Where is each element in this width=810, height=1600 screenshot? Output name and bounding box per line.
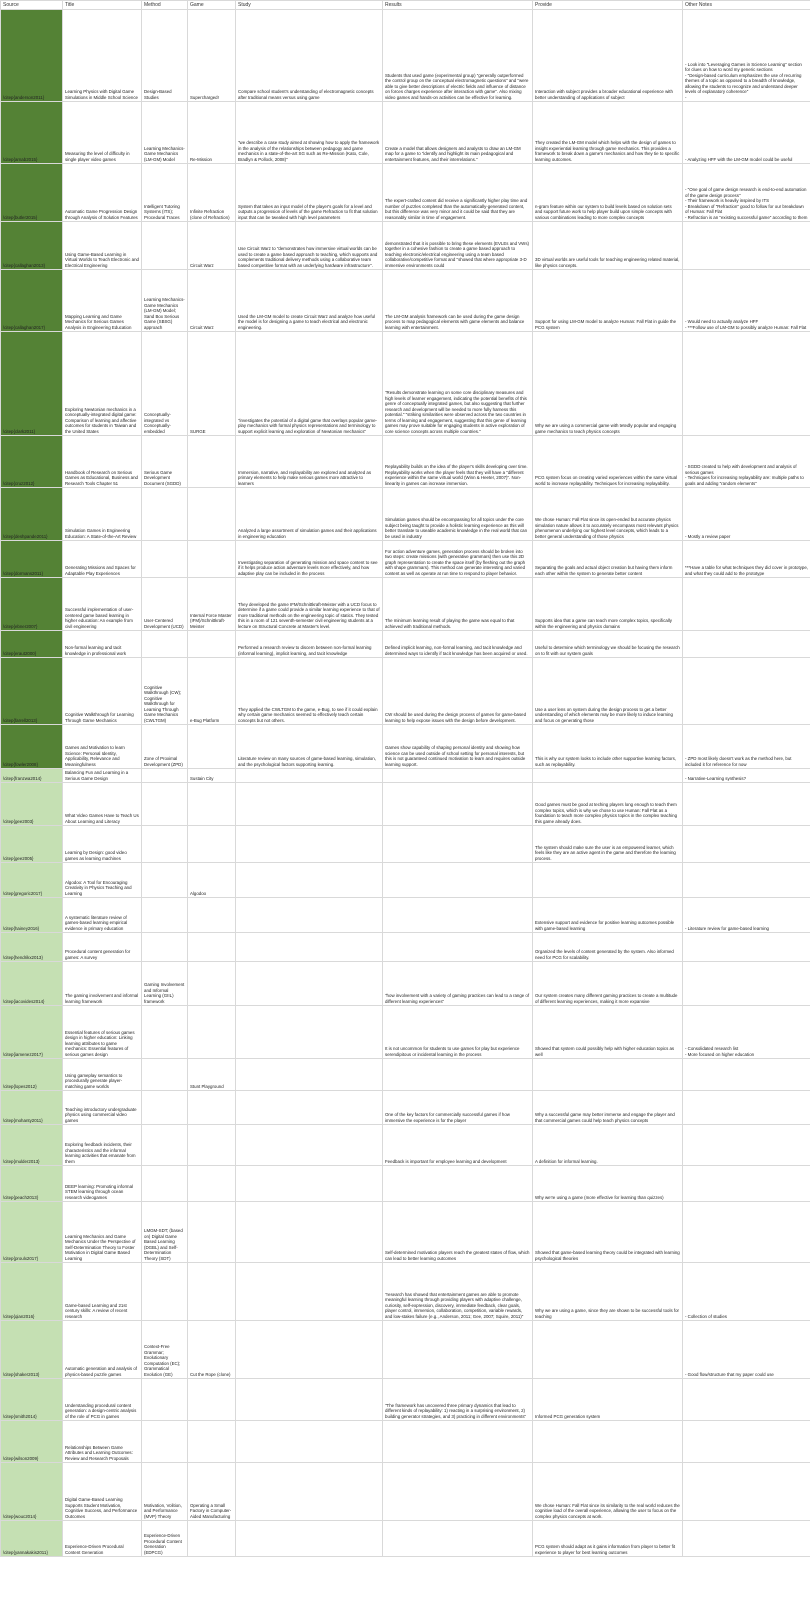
cell-provide[interactable]: A definition for informal learning.	[533, 1125, 683, 1166]
cell-game[interactable]	[188, 1091, 236, 1125]
cell-method[interactable]	[142, 1091, 188, 1125]
header-source[interactable]: Source	[1, 1, 63, 10]
header-method[interactable]: Method	[142, 1, 188, 10]
cell-game[interactable]	[188, 1166, 236, 1202]
cell-results[interactable]: demonstrated that it is possible to bring these elements (EVLEs and VWs) together in a cohesive fashion to create a game based approach to teaching electronic/electrical engineering using a team based collaborative/competitive format and "showed that where appropriate 3-D immersive environments could	[383, 222, 533, 270]
table-row	[1, 436, 810, 488]
cell-method[interactable]: Gaming Involvement and Informal Learning (GIIL) framework	[142, 962, 188, 1006]
cell-results[interactable]: Defined implicit learning, non-formal learning, and tacit knowledge and determined ways to identify if tacit knowledge has been acquired or used.	[383, 631, 533, 658]
cell-game[interactable]: Sustain City	[188, 769, 236, 783]
cell-source[interactable]: \citep{eraut2000}	[1, 631, 63, 658]
cell-other-notes[interactable]	[683, 631, 810, 658]
cell-title[interactable]: A systematic literature review of games-based learning empirical evidence in primary education	[63, 898, 142, 933]
cell-method[interactable]: Learning Mechanics-Game Mechanics (LM-GM) Model	[142, 102, 188, 164]
cell-other-notes[interactable]	[683, 783, 810, 826]
table-row	[1, 1006, 810, 1059]
cell-results[interactable]: Students that used game (experimental group) "generally outperformed the control group on the conceptual electromagnetic questions" and "were able to give better descriptions of electric fields and influence of distance on forces charges experience after interaction with game". Also mixing video games and hands-on activities can be effective for learning.	[383, 10, 533, 102]
cell-title[interactable]: Generating Missions and Spaces for Adaptable Play Experiences	[63, 541, 142, 578]
cell-other-notes[interactable]: ***Have a table for what techniques they did cover in prototype, and what they could add to the prototype	[683, 541, 810, 578]
cell-provide[interactable]: We chose Human: Fall Flat since its similarity to the real world reduces the cognitive load of the overall experience, allowing the user to focus on the complex physics concepts at work.	[533, 1463, 683, 1521]
cell-source[interactable]: \citep{ebner2007}	[1, 578, 63, 631]
cell-results[interactable]: "research has showed that entertainment games are able to promote meaningful learning through providing players with adaptive challenge, curiosity, self-expression, discovery, immediate feedback, clear goals, player control, immersion, collaboration, competition, variable rewards, and low-stakes failure (e.g., Anderson, 2011; Gee, 2007; Squire, 2011)"	[383, 1263, 533, 1321]
cell-other-notes[interactable]: - Narrative-Learning synthesis?	[683, 769, 810, 783]
cell-study[interactable]: Literature review on many sources of game-based learning, simulation, and the psychological factors supporting learning.	[236, 725, 383, 769]
cell-other-notes[interactable]	[683, 962, 810, 1006]
cell-source[interactable]: \citep{mohanty2011}	[1, 1091, 63, 1125]
cell-game[interactable]	[188, 933, 236, 962]
table-row	[1, 863, 810, 898]
header-title[interactable]: Title	[63, 1, 142, 10]
cell-study[interactable]: They applied the CWLTGM to the game, e-Bug, to see if it could explain why certain game mechanics seemed to effectively teach certain concepts but not others.	[236, 658, 383, 725]
cell-results[interactable]	[383, 933, 533, 962]
cell-title[interactable]: Using Game-Based Learning in Virtual Worlds to Teach Electronic and Electrical Engineering	[63, 222, 142, 270]
cell-other-notes[interactable]	[683, 658, 810, 725]
cell-source[interactable]: \citep{hendrikx2013}	[1, 933, 63, 962]
cell-method[interactable]	[142, 769, 188, 783]
cell-title[interactable]: DEEP learning: Promoting informal STEM learning through ocean research videogames	[63, 1166, 142, 1202]
cell-provide[interactable]: n-gram feature within our system to build levels based on solution sets and support future work to help player build upon simple concepts with various combinations leading to more complex concepts	[533, 164, 683, 222]
cell-source[interactable]: \citep{smith2014}	[1, 1379, 63, 1421]
cell-source[interactable]: \citep{gregoric2017}	[1, 863, 63, 898]
cell-study[interactable]	[236, 1379, 383, 1421]
table-row	[1, 898, 810, 933]
cell-provide[interactable]: Useful to determine which terminology we should be focusing the research on to fit with our system goals	[533, 631, 683, 658]
cell-source[interactable]: \citep{farrell2013}	[1, 658, 63, 725]
cell-study[interactable]: Performed a research review to discern between non-formal learning (informal learning), implicit learning, and tacit knowledge	[236, 631, 383, 658]
cell-title[interactable]: What Video Games Have to Teach Us About Learning and Literacy	[63, 783, 142, 826]
table-row	[1, 488, 810, 541]
header-provide[interactable]: Provide	[533, 1, 683, 10]
cell-source[interactable]: \citep{gee2005}	[1, 826, 63, 863]
cell-results[interactable]: For action adventure games, generation process should be broken into two steps: create missions (with generative grammars) then use this 2D graph representation to create the space itself (by fleshing out the graph with shape grammars). This method can generate interesting and varied content as well as operate at run time to respond to player behavior.	[383, 541, 533, 578]
cell-results[interactable]	[383, 826, 533, 863]
cell-method[interactable]	[142, 1166, 188, 1202]
cell-other-notes[interactable]: - Analyzing HFF with the LM-GM model could be useful	[683, 102, 810, 164]
cell-provide[interactable]: 3D virtual worlds are useful tools for teaching engineering related material, like physics concepts.	[533, 222, 683, 270]
cell-provide[interactable]: PCG system should adapt as it gains information from player to better fit experience to player for best learning outcomes	[533, 1521, 683, 1557]
cell-provide[interactable]: Why we are using a game, since they are shown to be successful tools for teaching	[533, 1263, 683, 1321]
cell-game[interactable]: Stunt Playground	[188, 1059, 236, 1091]
cell-results[interactable]: Games show capability of shaping personal identity and showing how science can be used outside of school setting for personal interests, but this is not guaranteed continued motivation to learn and requires outside learning support.	[383, 725, 533, 769]
cell-method[interactable]: Design-Based Studies	[142, 10, 188, 102]
cell-title[interactable]: Cognitive Walkthrough for Learning Through Game Mechanics	[63, 658, 142, 725]
cell-results[interactable]: "how involvement with a variety of gaming practices can lead to a range of different learning experiences"	[383, 962, 533, 1006]
cell-other-notes[interactable]: - Consolidated research list - More focused on higher education	[683, 1006, 810, 1059]
cell-source[interactable]: \citep{fowler2008}	[1, 725, 63, 769]
cell-source[interactable]: \citep{iamenez2017}	[1, 1006, 63, 1059]
cell-study[interactable]	[236, 1463, 383, 1521]
cell-other-notes[interactable]: - ZPD most likely doesn't work as the method here, but included it for reference for now	[683, 725, 810, 769]
cell-method[interactable]: Context-Free Grammar; Evolutionary Computation (EC); Grammatical Evolution (GE)	[142, 1321, 188, 1379]
cell-method[interactable]: Experience-Driven Procedural Content Generation (EDPCG)	[142, 1521, 188, 1557]
cell-game[interactable]	[188, 436, 236, 488]
cell-game[interactable]	[188, 1521, 236, 1557]
cell-study[interactable]: Analyzed a large assortment of simulation games and their applications in engineering education	[236, 488, 383, 541]
cell-provide[interactable]: Separating the goals and actual object creation but having them inform each other within the system to generate better content	[533, 541, 683, 578]
cell-other-notes[interactable]	[683, 933, 810, 962]
cell-study[interactable]	[236, 1091, 383, 1125]
cell-method[interactable]	[142, 826, 188, 863]
cell-source[interactable]: \citep{wouc2014}	[1, 1463, 63, 1521]
table-row	[1, 769, 810, 783]
cell-other-notes[interactable]	[683, 222, 810, 270]
table-row	[1, 222, 810, 270]
cell-title[interactable]: Mapping Learning and Game Mechanics for Serious Games Analysis in Engineering Education	[63, 270, 142, 332]
cell-game[interactable]	[188, 1125, 236, 1166]
cell-study[interactable]	[236, 1166, 383, 1202]
cell-method[interactable]: Serious Game Development Document (SGDD)	[142, 436, 188, 488]
cell-other-notes[interactable]: - Mostly a review paper	[683, 488, 810, 541]
cell-results[interactable]: The LM-GM analysis framework can be used during the game design process to map pedagogical elements with game elements and balance learning with entertainment.	[383, 270, 533, 332]
table-row	[1, 1059, 810, 1091]
cell-title[interactable]: Simulation Games in Engineering Education: A State-of-the-Art Review	[63, 488, 142, 541]
cell-results[interactable]: The minimum learning result of playing the game was equal to that achieved with traditional methods.	[383, 578, 533, 631]
cell-title[interactable]: Teaching introductory undergraduate physics using commercial video games	[63, 1091, 142, 1125]
cell-title[interactable]: Digital Game-Based Learning Supports Student Motivation, Cognitive Success, and Performance Outcomes	[63, 1463, 142, 1521]
cell-source[interactable]: \citep{lopes2012}	[1, 1059, 63, 1091]
cell-method[interactable]	[142, 1125, 188, 1166]
cell-method[interactable]	[142, 783, 188, 826]
cell-source[interactable]: \citep{shaker2013}	[1, 1321, 63, 1379]
cell-game[interactable]	[188, 541, 236, 578]
cell-title[interactable]: Learning Physics with Digital Game Simulations in Middle School Science	[63, 10, 142, 102]
cell-game[interactable]	[188, 1006, 236, 1059]
header-row	[1, 1, 810, 10]
header-study[interactable]: Study	[236, 1, 383, 10]
cell-source[interactable]: \citep{dormans2011}	[1, 541, 63, 578]
cell-other-notes[interactable]: - Would need to actually analyze HFF - ***Follow use of LM-GM to possibly analyze Human: Fall Flat	[683, 270, 810, 332]
cell-title[interactable]: Balancing Fun and Learning in a Serious Game Design	[63, 769, 142, 783]
cell-study[interactable]	[236, 1202, 383, 1263]
cell-method[interactable]	[142, 488, 188, 541]
cell-game[interactable]	[188, 1263, 236, 1321]
cell-study[interactable]	[236, 898, 383, 933]
cell-source[interactable]: \citep{qian2016}	[1, 1263, 63, 1321]
cell-method[interactable]	[142, 1006, 188, 1059]
cell-other-notes[interactable]	[683, 1166, 810, 1202]
cell-results[interactable]: One of the key factors for commercially successful games if how immersive the experience is for the player	[383, 1091, 533, 1125]
cell-source[interactable]: \citep{butler2015}	[1, 164, 63, 222]
cell-results[interactable]	[383, 898, 533, 933]
cell-other-notes[interactable]	[683, 1421, 810, 1463]
cell-results[interactable]	[383, 783, 533, 826]
table-row	[1, 1202, 810, 1263]
cell-title[interactable]: Algodoo: A Tool for Encouraging Creativity in Physics Teaching and Learning	[63, 863, 142, 898]
cell-study[interactable]	[236, 1059, 383, 1091]
cell-provide[interactable]	[533, 1059, 683, 1091]
cell-game[interactable]: Circuit Warz	[188, 270, 236, 332]
cell-results[interactable]: The expert-crafted content did receive a significantly higher play time and number of puzzles completed than the automatically-generated content, but this difference was very minor and it could be said that they are reasonably similar in time of engagement.	[383, 164, 533, 222]
cell-other-notes[interactable]: - Look into "Leveraging Games in Science Learning" section for clues on how to word my generic sections - "Design-based curriculum emphasizes the use of recurring themes of a topic as opposed to a breadth of knowledge, allowing the students to recognize and understand deeper levels of explanatory coherence" -	[683, 10, 810, 102]
cell-provide[interactable]: Our system creates many different gaming practices to create a multitude of different learning experiences, making it more expansive	[533, 962, 683, 1006]
cell-source[interactable]: \citep{mulder2013}	[1, 1125, 63, 1166]
table-row	[1, 826, 810, 863]
cell-game[interactable]	[188, 783, 236, 826]
cell-provide[interactable]: Showed that game-based learning theory could be integrated with learning psychological theories	[533, 1202, 683, 1263]
cell-study[interactable]	[236, 826, 383, 863]
table-row	[1, 541, 810, 578]
cell-provide[interactable]: Supports idea that a game can teach more complex topics, specifically within the engineering and physics domains	[533, 578, 683, 631]
cell-results[interactable]	[383, 1321, 533, 1379]
cell-study[interactable]	[236, 1006, 383, 1059]
cell-provide[interactable]: Informed PCG generation system	[533, 1379, 683, 1421]
cell-study[interactable]	[236, 962, 383, 1006]
cell-other-notes[interactable]: - Collection of studies	[683, 1263, 810, 1321]
cell-results[interactable]: Simulation games should be encompassing for all topics under the core subject being taught to provide a holistic learning experience as this will better translate to useable academic knowledge in the real world that can be used in industry	[383, 488, 533, 541]
table-body	[1, 10, 810, 1557]
cell-provide[interactable]: Good games must be good at teching players long enough to teach them complex topics, which is why we chose to use Human: Fall Flat as a foundation to teach more complex physics topics in the complex teaching this game already does.	[533, 783, 683, 826]
cell-results[interactable]	[383, 863, 533, 898]
header-game[interactable]: Game	[188, 1, 236, 10]
cell-other-notes[interactable]	[683, 1463, 810, 1521]
cell-study[interactable]	[236, 1125, 383, 1166]
cell-provide[interactable]: Showed that system could possibly help with higher education topics as well	[533, 1006, 683, 1059]
table-row	[1, 332, 810, 436]
cell-game[interactable]	[188, 962, 236, 1006]
cell-provide[interactable]	[533, 1421, 683, 1463]
table-row	[1, 1521, 810, 1557]
cell-provide[interactable]	[533, 769, 683, 783]
cell-method[interactable]: Cognitive Walkthrough (CW); Cognitive Walkthrough for Learning Through Game Mechanics (CWLTGM)	[142, 658, 188, 725]
cell-game[interactable]	[188, 631, 236, 658]
cell-results[interactable]	[383, 1463, 533, 1521]
cell-study[interactable]	[236, 1263, 383, 1321]
table-row	[1, 1379, 810, 1421]
cell-game[interactable]: Algodoo	[188, 863, 236, 898]
cell-game[interactable]	[188, 1421, 236, 1463]
cell-title[interactable]: Games and Motivation to learn Science: Personal Identity, Applicability, Relevance and Meaningfulness	[63, 725, 142, 769]
table-row	[1, 725, 810, 769]
cell-results[interactable]	[383, 769, 533, 783]
cell-provide[interactable]	[533, 863, 683, 898]
cell-source[interactable]: \citep{clark2011}	[1, 332, 63, 436]
cell-game[interactable]	[188, 1379, 236, 1421]
cell-title[interactable]: Handbook of Research on Serious Games as Educational, Business and Research Tools Chapter 51	[63, 436, 142, 488]
table-row	[1, 578, 810, 631]
cell-source[interactable]: \citep{callaghan2017}	[1, 270, 63, 332]
cell-results[interactable]: Create a model that allows designers and analysts to draw an LM-GM map for a game to "identify and highlight its main pedagogical and entertainment features, and their interrelations."	[383, 102, 533, 164]
cell-game[interactable]	[188, 826, 236, 863]
cell-source[interactable]: \citep{arnab2015}	[1, 102, 63, 164]
cell-study[interactable]: Immersion, narrative, and replayability are explored and analyzed as primary elements to help make serious games more attractive to learners	[236, 436, 383, 488]
table-row	[1, 164, 810, 222]
cell-game[interactable]	[188, 898, 236, 933]
cell-study[interactable]: System that takes an input model of the player's goals for a level and outputs a progression of levels of the game Refraction to fit that solution input that can be tweaked with high level parameters	[236, 164, 383, 222]
cell-results[interactable]	[383, 1521, 533, 1557]
cell-provide[interactable]: Why a successful game may better immerse and engage the player and that commercial games could help teach physics concepts	[533, 1091, 683, 1125]
cell-title[interactable]: Non-formal learning and tacit knowledge in professional work	[63, 631, 142, 658]
cell-provide[interactable]: Organized the levels of content generated by the system. Also informed need for PCG for scalability.	[533, 933, 683, 962]
cell-game[interactable]: Cut the Rope (clone)	[188, 1321, 236, 1379]
cell-source[interactable]: \citep{cruz2012}	[1, 436, 63, 488]
cell-title[interactable]: The gaming involvement and informal learning framework	[63, 962, 142, 1006]
cell-method[interactable]	[142, 1379, 188, 1421]
cell-title[interactable]: Exploring Newtonian mechanics in a conceptually-integrated digital game: Comparison of learning and affective outcomes for students in Taiwan and the United States	[63, 332, 142, 436]
cell-method[interactable]	[142, 1059, 188, 1091]
cell-other-notes[interactable]	[683, 826, 810, 863]
cell-results[interactable]: Self-determined motivation players reach the greatest states of flow, which can lead to better learning outcomes	[383, 1202, 533, 1263]
cell-method[interactable]: User-Centered Development (UCD)	[142, 578, 188, 631]
cell-method[interactable]	[142, 898, 188, 933]
cell-game[interactable]: Internal Force Master (IFM)/Schnittkraft-Meister	[188, 578, 236, 631]
cell-study[interactable]: Investigating separation of generating mission and space content to see if it helps produce action adventure levels more effectively, and how adaptive play can be included in the process	[236, 541, 383, 578]
cell-provide[interactable]: PCG system focus on creating varied experiences within the same virtual world to increase replayability. Techniques for increasing replayability.	[533, 436, 683, 488]
cell-game[interactable]	[188, 725, 236, 769]
cell-other-notes[interactable]	[683, 1202, 810, 1263]
cell-results[interactable]: It is not uncommon for students to use games for play but experience serendipitous or incidental learning in the process	[383, 1006, 533, 1059]
cell-results[interactable]: "The framework has uncovered three primary dynamics that lead to different kinds of replayability: 1) reacting in a surprising environment, 2) building generator strategies, and 3) practicing in different environments"	[383, 1379, 533, 1421]
cell-other-notes[interactable]: - Good flow/structure that my paper could use	[683, 1321, 810, 1379]
cell-results[interactable]: "Results demonstrate learning on some core disciplinary measures and high levels of learner engagement, indicating the potential benefits of this genre of conceptually integrated games, but also suggesting that further research and development will be needed to more fully harness this potential." "striking similarities were observed across the two countries in terms of learning and engagement, suggesting that this genre of learning games may prove suitable for engaging students in active exploration of core science concepts across multiple countries."	[383, 332, 533, 436]
cell-game[interactable]: Operating a Small Factory in Computer-Aided Manufacturing	[188, 1463, 236, 1521]
cell-game[interactable]: Circuit Warz	[188, 222, 236, 270]
cell-study[interactable]	[236, 1521, 383, 1557]
table-row	[1, 962, 810, 1006]
cell-source[interactable]: \citep{anderson2011}	[1, 10, 63, 102]
table-row	[1, 1321, 810, 1379]
table-row	[1, 1091, 810, 1125]
cell-title[interactable]: Understanding procedural content generation: a design-centric analysis of the role of PCG in games	[63, 1379, 142, 1421]
cell-results[interactable]: CW should be used during the design process of games for game-based learning to help expose issues with the design before development.	[383, 658, 533, 725]
cell-source[interactable]: \citep{gee2003}	[1, 783, 63, 826]
cell-title[interactable]: Game-based Learning and 21st century skills: A review of recent research	[63, 1263, 142, 1321]
table-row	[1, 10, 810, 102]
cell-source[interactable]: \citep{proulx2017}	[1, 1202, 63, 1263]
cell-source[interactable]: \citep{yannakakis2011}	[1, 1521, 63, 1557]
cell-game[interactable]	[188, 1202, 236, 1263]
table-row	[1, 1263, 810, 1321]
cell-provide[interactable]: Why we are using a commercial game with tetedly popular and engaging game mechanics to teach physics concepts	[533, 332, 683, 436]
cell-title[interactable]: Measuring the level of difficulty in single player video games	[63, 102, 142, 164]
cell-provide[interactable]: Why we're using a game (more effective for learning than quizzes)	[533, 1166, 683, 1202]
table-row	[1, 1125, 810, 1166]
cell-study[interactable]	[236, 933, 383, 962]
table-row	[1, 1421, 810, 1463]
cell-source[interactable]: \citep{hainey2016}	[1, 898, 63, 933]
header-other-notes[interactable]: Other Notes	[683, 1, 810, 10]
cell-title[interactable]: Essential features of serious games design in higher education: Linking learning attributes to game mechanics: Essential features of serious games design	[63, 1006, 142, 1059]
cell-results[interactable]: Feedback is important for employee learning and development	[383, 1125, 533, 1166]
cell-provide[interactable]	[533, 1321, 683, 1379]
cell-game[interactable]: Infinite Refraction (clone of Refraction)	[188, 164, 236, 222]
cell-results[interactable]	[383, 1059, 533, 1091]
cell-study[interactable]	[236, 1321, 383, 1379]
cell-other-notes[interactable]	[683, 863, 810, 898]
cell-source[interactable]: \citep{wilson2009}	[1, 1421, 63, 1463]
cell-provide[interactable]: The system should make sure the user is an empowered learner, which feels like they are an active agent in the game and therefore the learning process.	[533, 826, 683, 863]
cell-provide[interactable]: They created the LM-GM model which helps with the design of games to insight experiential learning through game mechanics. This provides a framework to break down a game's mechanics and how they tie to specific learning outcomes.	[533, 102, 683, 164]
cell-game[interactable]: Re-Mission	[188, 102, 236, 164]
cell-title[interactable]: Learning by Design: good video games as learning machines	[63, 826, 142, 863]
cell-other-notes[interactable]	[683, 578, 810, 631]
cell-study[interactable]: Use Circuit Warz to "demonstrates how immersive virtual worlds can be used to create a game based approach to teaching, which supports and complements traditional delivery methods using a collaborative team based competitive format with an underlying hardware infrastructure".	[236, 222, 383, 270]
cell-study[interactable]	[236, 863, 383, 898]
cell-title[interactable]: Successful implementation of user-centered game based learning in higher education: An example from civil engineering	[63, 578, 142, 631]
cell-study[interactable]	[236, 783, 383, 826]
cell-title[interactable]: Relationships Between Game Attributes and Learning Outcomes: Review and Research Proposals	[63, 1421, 142, 1463]
cell-source[interactable]: \citep{callaghan2013}	[1, 222, 63, 270]
cell-method[interactable]: Learning Mechanics-Game Mechanics (LM-GM) Model; Sand Box Serious Game (SBSG) approach	[142, 270, 188, 332]
cell-study[interactable]: "we describe a case study aimed at showing how to apply the framework in the analysis of the relationships between pedagogy and game mechanics in a state-of-the-art SG such as Re-Mission (Kato, Cole, Bradlyn & Pollock, 2008)"	[236, 102, 383, 164]
cell-study[interactable]: Compare school student's understanding of electromagnetic concepts after traditional means versus using game	[236, 10, 383, 102]
cell-method[interactable]	[142, 541, 188, 578]
cell-source[interactable]: \citep{deshpande2011}	[1, 488, 63, 541]
cell-game[interactable]: SURGE	[188, 332, 236, 436]
cell-other-notes[interactable]	[683, 1059, 810, 1091]
cell-method[interactable]	[142, 863, 188, 898]
table-row	[1, 270, 810, 332]
cell-game[interactable]: Supercharged!	[188, 10, 236, 102]
cell-game[interactable]: e-Bug Platform	[188, 658, 236, 725]
cell-source[interactable]: \citep{franzwa2014}	[1, 769, 63, 783]
cell-method[interactable]	[142, 631, 188, 658]
table-row	[1, 1463, 810, 1521]
cell-study[interactable]	[236, 1421, 383, 1463]
cell-study[interactable]	[236, 769, 383, 783]
table-row	[1, 783, 810, 826]
cell-study[interactable]: They developed the game IFM/Schnittkraft-Meister with a UCD focus to determine if a game could provide a similar learning experience to that of more traditional methods on the engineering topic of statics. They tested this in a room of 121 seventh-semester civil engineering students at a lecture on Structural Concrete at Master's level.	[236, 578, 383, 631]
cell-source[interactable]: \citep{peach2013}	[1, 1166, 63, 1202]
cell-title[interactable]: Using gameplay semantics to procedurally generate player-matching game worlds	[63, 1059, 142, 1091]
cell-results[interactable]	[383, 1421, 533, 1463]
cell-other-notes[interactable]	[683, 1521, 810, 1557]
cell-method[interactable]: Zone of Proximal Development (ZPD)	[142, 725, 188, 769]
cell-method[interactable]	[142, 1263, 188, 1321]
table-row	[1, 658, 810, 725]
header-results[interactable]: Results	[383, 1, 533, 10]
cell-title[interactable]: Learning Mechanics and Game Mechanics Under the Perspective of Self-Determination Theory to Foster Motivation in Digital Game Based Learning	[63, 1202, 142, 1263]
cell-provide[interactable]: Extensive support and evidence for positive learning outcomes possible with game-based learning	[533, 898, 683, 933]
table-row	[1, 933, 810, 962]
cell-method[interactable]: Conceptually-integrated vs Conceptually-embedded	[142, 332, 188, 436]
cell-title[interactable]: Exploring feedback incidents, their characteristics and the informal learning activities that emanate from them	[63, 1125, 142, 1166]
cell-title[interactable]: Automatic generation and analysis of physics-based puzzle games	[63, 1321, 142, 1379]
cell-title[interactable]: Automatic Game Progression Design through Analysis of Solution Features	[63, 164, 142, 222]
cell-provide[interactable]: We chose Human: Fall Flat since its open-ended but accurate physics simulation nature allows it to accurately encompass most relevant physics phenomenon underlying our highest level concepts, which leads to a better general understanding of those physics	[533, 488, 683, 541]
cell-method[interactable]	[142, 222, 188, 270]
cell-study[interactable]: Used the LM-GM model to create Circuit Warz and analyze how useful the model is for designing a game to teach electrical and electronic engineering.	[236, 270, 383, 332]
cell-title[interactable]: Procedural content generation for games: A survey	[63, 933, 142, 962]
cell-other-notes[interactable]	[683, 1091, 810, 1125]
cell-provide[interactable]: Use a user lens on system during the design process to get a better understanding of which elements may be more likely to induce learning and focus on generating those	[533, 658, 683, 725]
cell-provide[interactable]: Support for using LM-GM model to analyze Human: Fall Flat in guide the PCG system	[533, 270, 683, 332]
cell-title[interactable]: Experience-Driven Procedural Content Generation	[63, 1521, 142, 1557]
cell-study[interactable]: "investigates the potential of a digital game that overlays popular game-play mechanics with formal physics representations and terminology to support explicit learning and exploration of Newtonian mechanics"	[236, 332, 383, 436]
cell-method[interactable]: LMGM-SDT; (based on) Digital Game Based Learning (DGBL) and Self-Determination Theory (SDT)	[142, 1202, 188, 1263]
cell-other-notes[interactable]	[683, 1379, 810, 1421]
cell-game[interactable]	[188, 488, 236, 541]
cell-method[interactable]: Motivation, Volition, and Performance (MVP) Theory	[142, 1463, 188, 1521]
cell-results[interactable]	[383, 1166, 533, 1202]
cell-other-notes[interactable]: - SGDD created to help with development and analysis of serious games - Techniques for increasing replayability are: multiple paths to goals and adding "random elements"	[683, 436, 810, 488]
cell-method[interactable]	[142, 933, 188, 962]
cell-provide[interactable]: This is why our system looks to include other supportive learning factors, such as replayability.	[533, 725, 683, 769]
cell-method[interactable]	[142, 1421, 188, 1463]
cell-source[interactable]: \citep{iacovides2014}	[1, 962, 63, 1006]
cell-other-notes[interactable]: - "One goal of game design research is end-to-end automation of the game design process" - Their framework is heavily inspired by ITS - Breakdown of "Refraction" good to follow for our breakdown of Human: Fall Flat - Refraction is an "existing successful game" according to them	[683, 164, 810, 222]
cell-other-notes[interactable]	[683, 1125, 810, 1166]
table-row	[1, 1166, 810, 1202]
table-row	[1, 631, 810, 658]
cell-results[interactable]: Replayability builds on the idea of the player's skills developing over time. Replayability works when the player feels that they will have a "different experience within the same virtual world (Winn & Heeter, 2007)". Non-linearity in games can increase immersion.	[383, 436, 533, 488]
cell-method[interactable]: Intelligent Tutoring Systems (ITS); Procedural Traces	[142, 164, 188, 222]
cell-provide[interactable]: Interaction with subject provides a broader educational experience with better understanding of applications of subject	[533, 10, 683, 102]
cell-other-notes[interactable]	[683, 332, 810, 436]
table-row	[1, 102, 810, 164]
cell-other-notes[interactable]: - Literature review for game-based learning	[683, 898, 810, 933]
